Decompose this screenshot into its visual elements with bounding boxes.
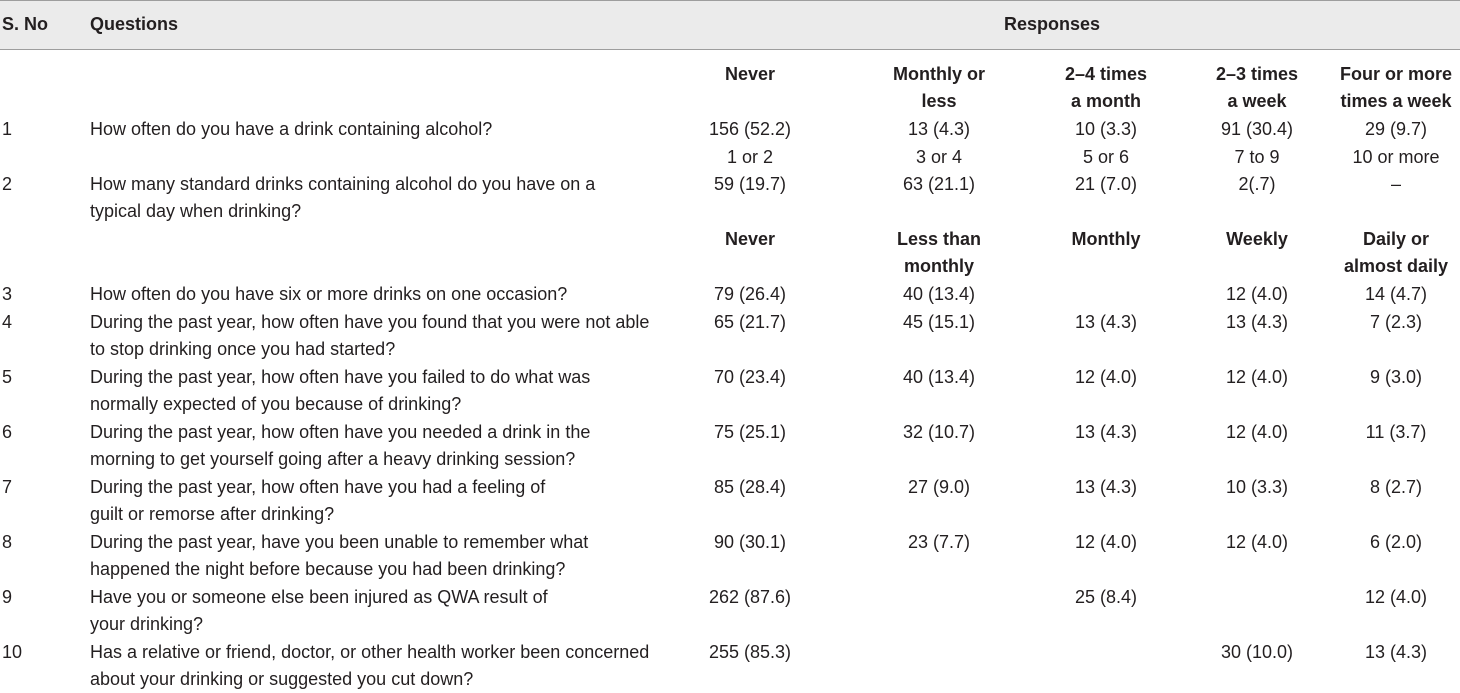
row-value: 79 (26.4) [713, 284, 787, 304]
row-value: 75 (25.1) [713, 422, 787, 442]
row-question: During the past year, how often have you failed to do what was normally expected of you because of drinking? [90, 367, 591, 414]
scale1-header-never: Never [724, 64, 776, 84]
scale1-header-four-or-more: Four or more times a week [1339, 64, 1452, 111]
row-question: Have you or someone else been injured as QWA result of your drinking? [90, 587, 548, 634]
row-value: 13 (4.3) [1074, 312, 1138, 332]
row-value: 12 (4.0) [1074, 367, 1138, 387]
row-number: 6 [2, 422, 13, 442]
row-value: 12 (4.0) [1225, 422, 1289, 442]
row-value: 156 (52.2) [708, 119, 792, 139]
row-number: 3 [2, 284, 13, 304]
row-value: 11 (3.7) [1365, 422, 1427, 442]
row-question: How many standard drinks containing alcohol do you have on a typical day when drinking? [90, 174, 596, 221]
row-number: 9 [2, 587, 13, 607]
row-question: How often do you have six or more drinks on one occasion? [90, 284, 568, 304]
row-number: 2 [2, 174, 13, 194]
scale3-header-weekly: Weekly [1226, 229, 1288, 249]
row-value: 32 (10.7) [902, 422, 976, 442]
row-value: 90 (30.1) [713, 532, 787, 552]
scale1-header-monthly-or-less: Monthly or less [893, 64, 985, 111]
row-value: 14 (4.7) [1364, 284, 1428, 304]
row-value: 13 (4.3) [1074, 477, 1138, 497]
row-value: 40 (13.4) [902, 367, 976, 387]
row-value: 59 (19.7) [713, 174, 787, 194]
row-value: 2(.7) [1238, 174, 1276, 194]
row-number: 10 [2, 642, 23, 662]
scale2-label: 7 to 9 [1234, 147, 1280, 167]
row-value: – [1390, 174, 1401, 194]
row-question: How often do you have a drink containing alcohol? [90, 119, 493, 139]
row-value: 70 (23.4) [713, 367, 787, 387]
row-value: 45 (15.1) [902, 312, 976, 332]
row-value: 13 (4.3) [1225, 312, 1289, 332]
row-number: 4 [2, 312, 13, 332]
col-header-sno: S. No [2, 14, 49, 34]
row-value: 13 (4.3) [1074, 422, 1138, 442]
row-value: 40 (13.4) [902, 284, 976, 304]
scale1-header-2-4-month: 2–4 times a month [1064, 64, 1148, 111]
row-value: 12 (4.0) [1225, 532, 1289, 552]
scale3-header-daily: Daily or almost daily [1343, 229, 1449, 276]
scale3-header-never: Never [724, 229, 776, 249]
row-value: 12 (4.0) [1225, 367, 1289, 387]
scale2-label: 1 or 2 [726, 147, 774, 167]
row-number: 1 [2, 119, 13, 139]
scale2-label: 5 or 6 [1082, 147, 1130, 167]
row-value: 30 (10.0) [1220, 642, 1294, 662]
scale3-header-less-than-monthly: Less than monthly [896, 229, 982, 276]
row-value: 255 (85.3) [708, 642, 792, 662]
header-rule [0, 49, 1460, 50]
row-question: Has a relative or friend, doctor, or other health worker been concerned about your drinking or suggested you cut down? [90, 642, 650, 689]
row-value: 13 (4.3) [907, 119, 971, 139]
row-value: 91 (30.4) [1220, 119, 1294, 139]
row-number: 7 [2, 477, 13, 497]
top-rule [0, 0, 1460, 1]
row-value: 6 (2.0) [1369, 532, 1423, 552]
scale3-header-monthly: Monthly [1071, 229, 1141, 249]
row-value: 12 (4.0) [1225, 284, 1289, 304]
row-value: 9 (3.0) [1369, 367, 1423, 387]
row-value: 12 (4.0) [1074, 532, 1138, 552]
col-header-responses: Responses [1004, 14, 1101, 34]
row-value: 25 (8.4) [1074, 587, 1138, 607]
row-value: 23 (7.7) [907, 532, 971, 552]
row-number: 5 [2, 367, 13, 387]
row-value: 21 (7.0) [1074, 174, 1138, 194]
row-value: 29 (9.7) [1364, 119, 1428, 139]
row-value: 12 (4.0) [1364, 587, 1428, 607]
row-value: 262 (87.6) [708, 587, 792, 607]
row-value: 10 (3.3) [1074, 119, 1138, 139]
scale1-header-2-3-week: 2–3 times a week [1215, 64, 1299, 111]
row-value: 85 (28.4) [713, 477, 787, 497]
row-value: 13 (4.3) [1364, 642, 1428, 662]
scale2-label: 10 or more [1352, 147, 1440, 167]
row-value: 27 (9.0) [907, 477, 971, 497]
scale2-label: 3 or 4 [915, 147, 963, 167]
row-question: During the past year, how often have you needed a drink in the morning to get yourself going after a heavy drinking session? [90, 422, 591, 469]
col-header-questions: Questions [90, 14, 179, 34]
row-value: 63 (21.1) [902, 174, 976, 194]
row-value: 8 (2.7) [1369, 477, 1423, 497]
row-question: During the past year, how often have you found that you were not able to stop drinking once you had started? [90, 312, 650, 359]
row-value: 7 (2.3) [1369, 312, 1423, 332]
row-question: During the past year, have you been unable to remember what happened the night before because you had been drinking? [90, 532, 589, 579]
row-value: 65 (21.7) [713, 312, 787, 332]
row-question: During the past year, how often have you had a feeling of guilt or remorse after drinking? [90, 477, 546, 524]
row-number: 8 [2, 532, 13, 552]
row-value: 10 (3.3) [1225, 477, 1289, 497]
table-header-background [0, 0, 1460, 49]
